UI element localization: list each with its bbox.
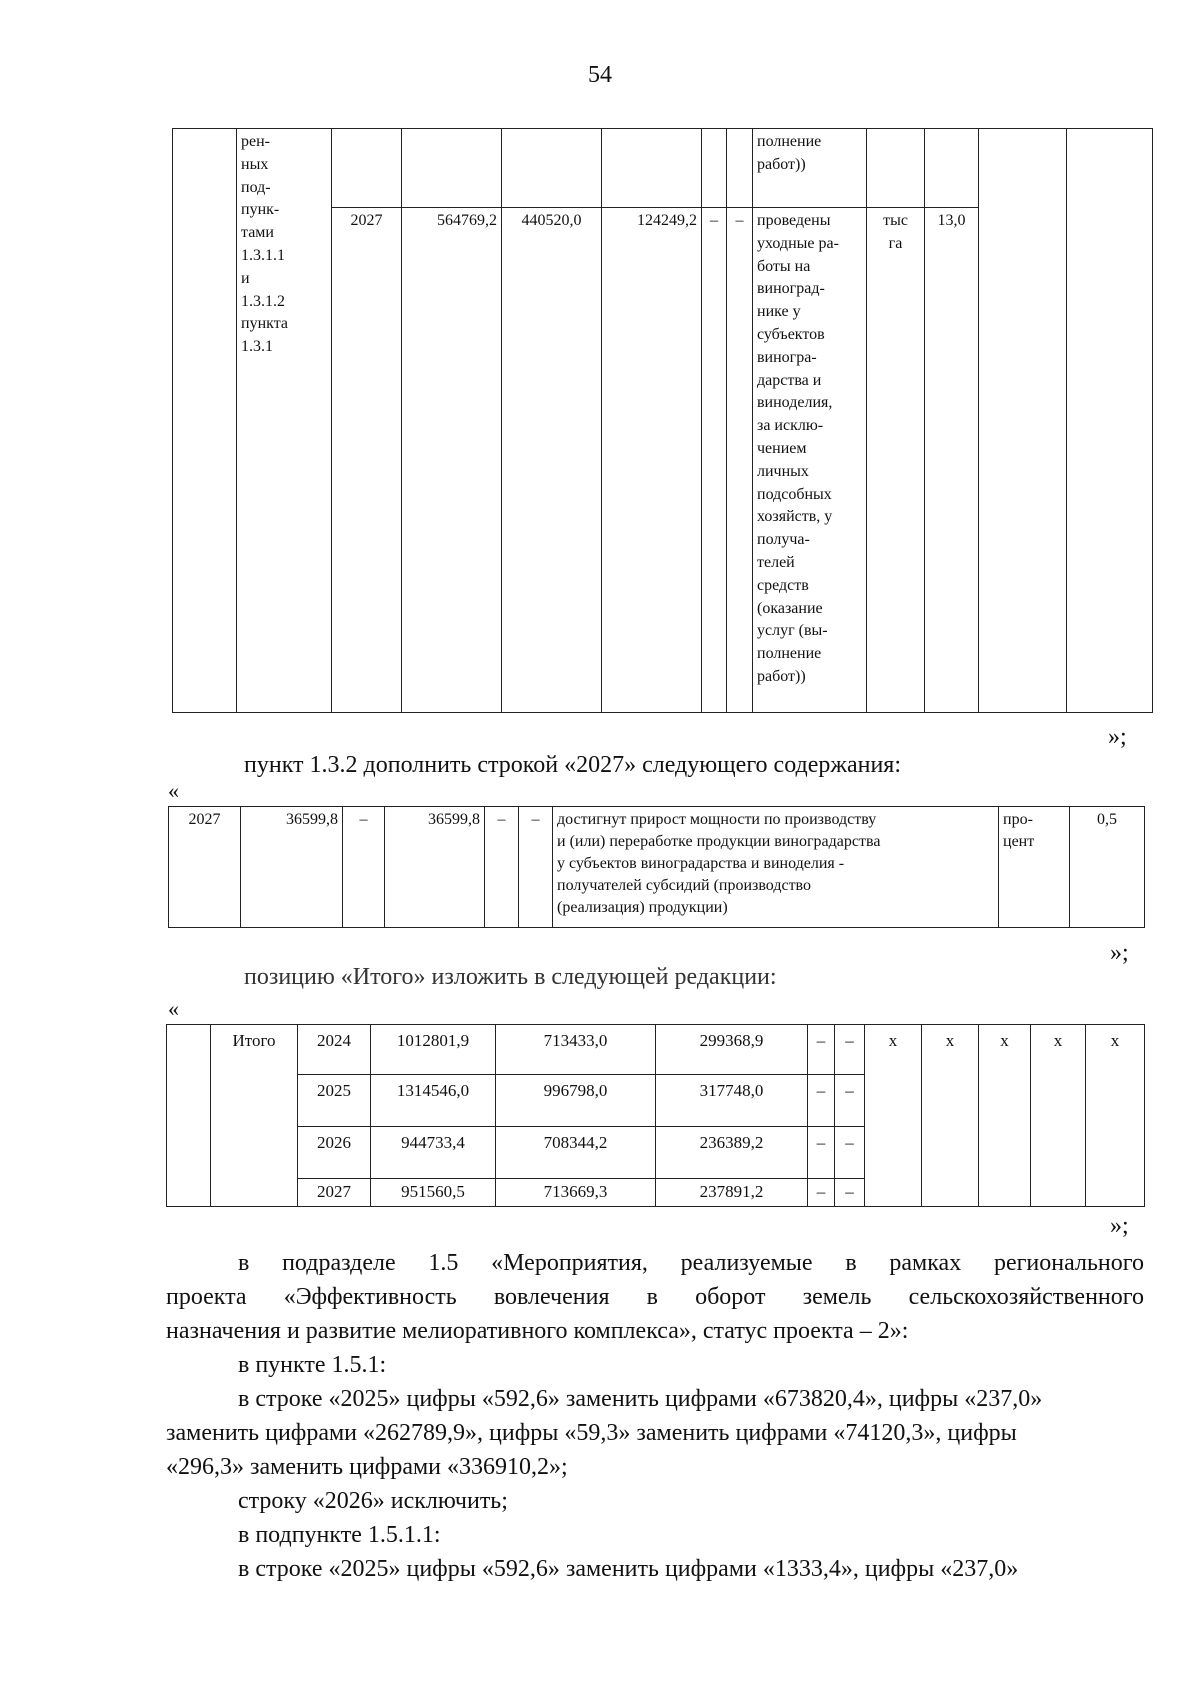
result-tail-cell: полнение работ)) [753, 129, 867, 208]
x-mark-cell: х [865, 1025, 922, 1207]
paragraph: в пункте 1.5.1: [238, 1352, 387, 1378]
table-total [166, 1024, 1145, 1207]
x-mark-cell: х [979, 1025, 1031, 1207]
dash-cell: – [808, 1025, 835, 1075]
total-cell: 1012801,9 [371, 1025, 496, 1075]
total-cell: 944733,4 [371, 1127, 496, 1179]
paragraph-line: назначения и развитие мелиоративного комплекса», статус проекта – 2»: [166, 1318, 909, 1344]
table-row-2027 [168, 806, 1145, 928]
year-cell: 2025 [298, 1075, 371, 1127]
table-cell-empty [925, 129, 979, 208]
federal-cell: 996798,0 [496, 1075, 656, 1127]
dash-cell: – [702, 208, 727, 713]
dash-cell: – [485, 807, 519, 928]
dash-cell: – [727, 208, 753, 713]
table-cell-empty [402, 129, 502, 208]
regional-cell: 237891,2 [656, 1179, 808, 1207]
regional-cell: 36599,8 [385, 807, 485, 928]
total-cell: 951560,5 [371, 1179, 496, 1207]
value-cell: 13,0 [925, 208, 979, 713]
total-cell: 1314546,0 [371, 1075, 496, 1127]
x-mark-cell: х [922, 1025, 979, 1207]
federal-cell: – [343, 807, 385, 928]
paragraph-line: проекта «Эффективность вовлечения в оборот земель сельскохозяйственного [166, 1284, 1144, 1310]
result-cell: проведены уходные ра- боты на виноград- нике у субъектов виногра- дарства и виноделия, за исклю- чением личных подсобных хозяйств, у получа- телей средств (оказание услуг (вы- полнение работ)) [753, 208, 867, 713]
federal-cell: 708344,2 [496, 1127, 656, 1179]
paragraph-line: заменить цифрами «262789,9», цифры «59,3» заменить цифрами «74120,3», цифры [166, 1420, 1017, 1446]
dash-cell: – [519, 807, 553, 928]
paragraph-line: в строке «2025» цифры «592,6» заменить цифрами «673820,4», цифры «237,0» [238, 1386, 1043, 1412]
total-label-cell: Итого [211, 1025, 298, 1207]
dash-cell: – [835, 1127, 865, 1179]
regional-cell: 299368,9 [656, 1025, 808, 1075]
year-cell: 2026 [298, 1127, 371, 1179]
year-cell: 2027 [332, 208, 402, 713]
regional-cell: 236389,2 [656, 1127, 808, 1179]
dash-cell: – [835, 1025, 865, 1075]
table-cell-empty [979, 129, 1067, 713]
paragraph: строку «2026» исключить; [238, 1488, 508, 1514]
year-cell: 2024 [298, 1025, 371, 1075]
year-cell: 2027 [298, 1179, 371, 1207]
regional-cell: 124249,2 [602, 208, 702, 713]
heading-insert-row: пункт 1.3.2 дополнить строкой «2027» следующего содержания: [244, 752, 902, 778]
table-cell-empty [727, 129, 753, 208]
paragraph-line: в строке «2025» цифры «592,6» заменить цифрами «1333,4», цифры «237,0» [238, 1556, 1019, 1582]
year-cell: 2027 [169, 807, 241, 928]
table-cell-empty [173, 129, 237, 713]
unit-cell: тыс га [867, 208, 925, 713]
x-mark-cell: х [1031, 1025, 1086, 1207]
total-cell: 564769,2 [402, 208, 502, 713]
closing-quote: »; [1110, 1213, 1129, 1239]
paragraph-line: в подразделе 1.5 «Мероприятия, реализуемые в рамках регионального [238, 1250, 1144, 1276]
table-cell-empty [1067, 129, 1153, 713]
value-cell: 0,5 [1070, 807, 1145, 928]
table-project-continuation [172, 128, 1153, 713]
page-number: 54 [588, 62, 612, 88]
closing-quote: »; [1108, 724, 1127, 750]
federal-cell: 713433,0 [496, 1025, 656, 1075]
total-cell: 36599,8 [241, 807, 343, 928]
dash-cell: – [835, 1179, 865, 1207]
table-cell-empty [167, 1025, 211, 1207]
regional-cell: 317748,0 [656, 1075, 808, 1127]
opening-quote: « [168, 778, 179, 803]
result-cell: достигнут прирост мощности по производству и (или) переработке продукции виноградарства у субъектов виноградарства и виноделия - получателей субсидий (производство (реализация) продукции) [553, 807, 999, 928]
federal-cell: 440520,0 [502, 208, 602, 713]
table-cell-empty [702, 129, 727, 208]
unit-cell: про- цент [999, 807, 1070, 928]
dash-cell: – [808, 1127, 835, 1179]
opening-quote: « [168, 996, 179, 1021]
federal-cell: 713669,3 [496, 1179, 656, 1207]
table-cell-empty [332, 129, 402, 208]
x-mark-cell: х [1086, 1025, 1145, 1207]
paragraph: в подпункте 1.5.1.1: [238, 1522, 441, 1548]
closing-quote: »; [1110, 940, 1129, 966]
table-cell-empty [502, 129, 602, 208]
dash-cell: – [808, 1179, 835, 1207]
dash-cell: – [808, 1075, 835, 1127]
paragraph-line: «296,3» заменить цифрами «336910,2»; [166, 1454, 568, 1480]
dash-cell: – [835, 1075, 865, 1127]
heading-total-position: позицию «Итого» изложить в следующей редакции: [244, 964, 777, 990]
event-description-cell: рен- ных под- пунк- тами 1.3.1.1 и 1.3.1.2 пункта 1.3.1 [237, 129, 332, 713]
table-cell-empty [867, 129, 925, 208]
table-cell-empty [602, 129, 702, 208]
